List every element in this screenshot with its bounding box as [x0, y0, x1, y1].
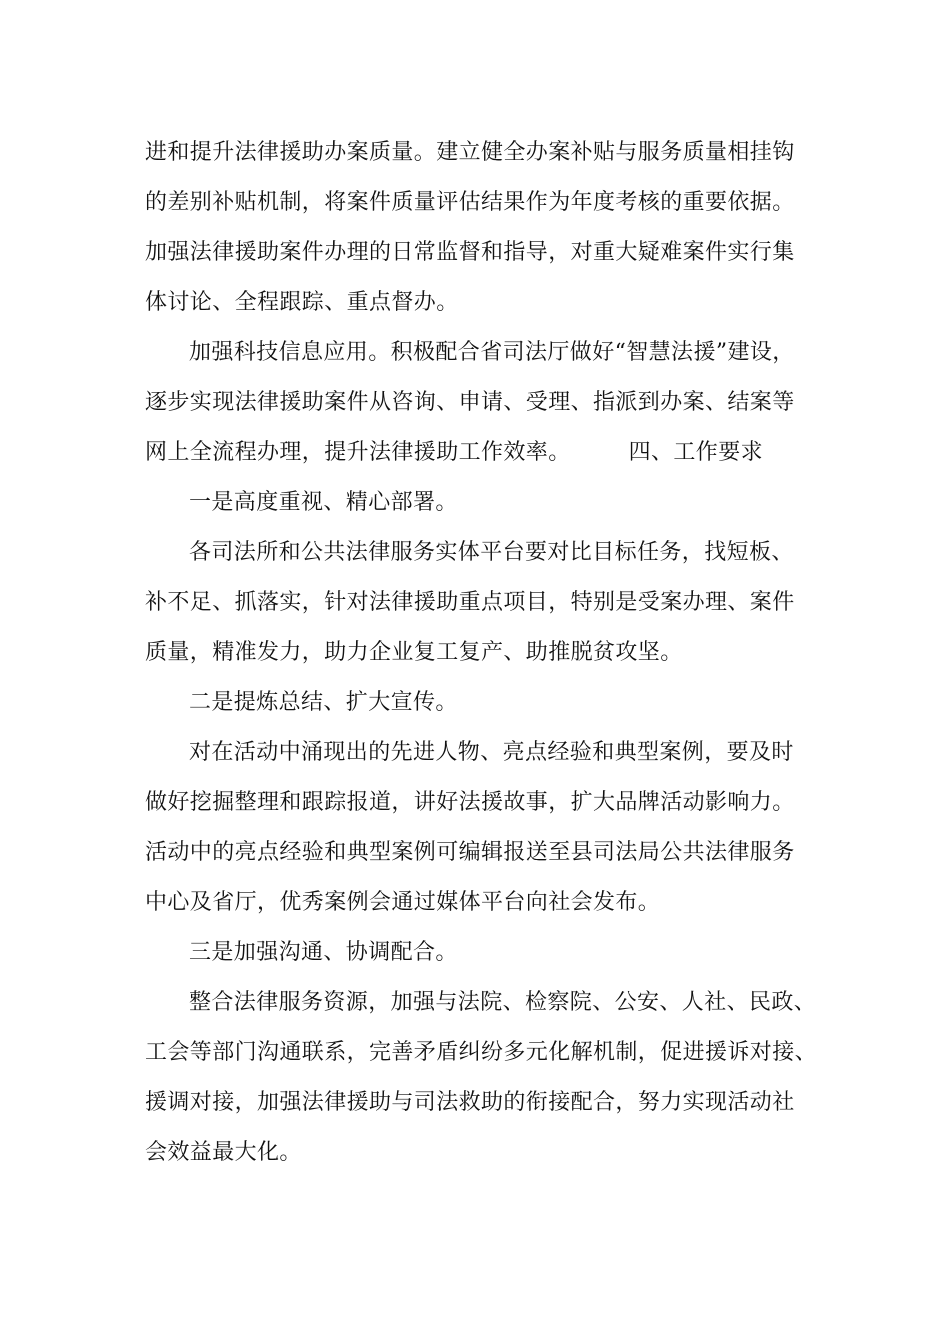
- text-line: 体讨论、全程跟踪、重点督办。: [145, 290, 459, 315]
- text-line: 加强法律援助案件办理的日常监督和指导，对重大疑难案件实行集: [145, 240, 795, 265]
- text-line: 整合法律服务资源，加强与法院、检察院、公安、人社、民政、: [189, 990, 817, 1015]
- text-line: 活动中的亮点经验和典型案例可编辑报送至县司法局公共法律服务: [145, 840, 795, 865]
- text-line: 工会等部门沟通联系，完善矛盾纠纷多元化解机制，促进援诉对接、: [145, 1040, 818, 1065]
- text-line: 会效益最大化。: [145, 1140, 302, 1165]
- text-line: 的差别补贴机制，将案件质量评估结果作为年度考核的重要依据。: [145, 190, 795, 215]
- text-line: 补不足、抓落实，针对法律援助重点项目，特别是受案办理、案件: [145, 590, 795, 615]
- section-heading: 四、工作要求: [628, 440, 764, 465]
- text-line: 质量，精准发力，助力企业复工复产、助推脱贫攻坚。: [145, 640, 683, 665]
- text-line-content: 网上全流程办理，提升法律援助工作效率。: [145, 440, 571, 465]
- text-line: 对在活动中涌现出的先进人物、亮点经验和典型案例，要及时: [189, 740, 794, 765]
- subheading: 一是高度重视、精心部署。: [189, 490, 458, 515]
- text-line: 加强科技信息应用。积极配合省司法厅做好“智慧法援”建设，: [189, 340, 795, 365]
- subheading: 二是提炼总结、扩大宣传。: [189, 690, 458, 715]
- document-body: [145, 128, 835, 1178]
- text-line: [145, 428, 835, 478]
- text-line: 逐步实现法律援助案件从咨询、申请、受理、指派到办案、结案等: [145, 390, 795, 415]
- text-line: 做好挖掘整理和跟踪报道，讲好法援故事，扩大品牌活动影响力。: [145, 790, 795, 815]
- text-line: 援调对接，加强法律援助与司法救助的衔接配合，努力实现活动社: [145, 1090, 795, 1115]
- text-line: 各司法所和公共法律服务实体平台要对比目标任务，找短板、: [189, 540, 794, 565]
- text-line: 进和提升法律援助办案质量。建立健全办案补贴与服务质量相挂钩: [145, 140, 795, 165]
- text-line: 中心及省厅，优秀案例会通过媒体平台向社会发布。: [145, 890, 661, 915]
- subheading: 三是加强沟通、协调配合。: [189, 940, 458, 965]
